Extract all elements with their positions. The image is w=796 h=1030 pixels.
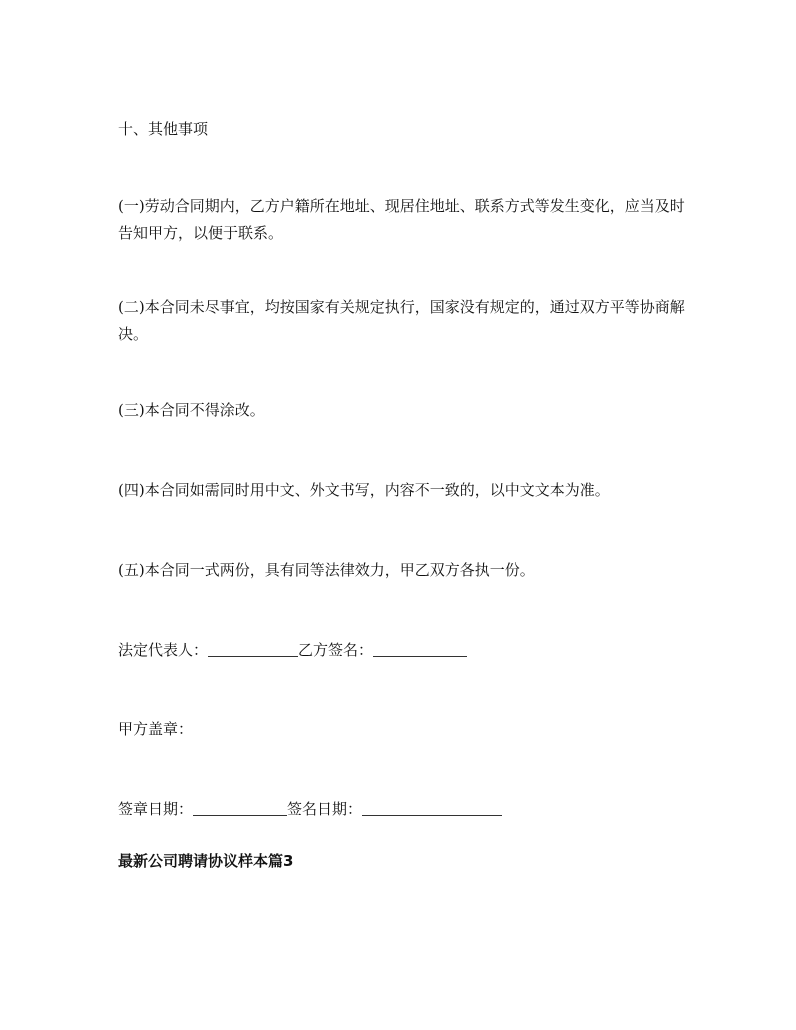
clause-paragraph-2: (二)本合同未尽事宜，均按国家有关规定执行，国家没有规定的，通过双方平等协商解决。 bbox=[118, 298, 685, 343]
legal-rep-label: 法定代表人： bbox=[118, 641, 209, 659]
sign-date-label: 签名日期： bbox=[287, 800, 363, 818]
signature-line-2 bbox=[118, 796, 698, 823]
seal-date-label: 签章日期： bbox=[118, 800, 194, 818]
section-heading: 十、其他事项 bbox=[118, 120, 209, 138]
seal-date-blank bbox=[193, 800, 287, 816]
party-a-seal-label: 甲方盖章： bbox=[118, 720, 194, 738]
clause-paragraph-3: (三)本合同不得涂改。 bbox=[118, 401, 265, 419]
signature-line-1 bbox=[118, 637, 698, 664]
clause-paragraph-5: (五)本合同一式两份，具有同等法律效力，甲乙双方各执一份。 bbox=[118, 561, 535, 579]
sign-date-blank bbox=[362, 800, 502, 816]
next-section-title: 最新公司聘请协议样本篇3 bbox=[118, 852, 294, 870]
party-b-sign-label: 乙方签名： bbox=[298, 641, 374, 659]
clause-paragraph-4: (四)本合同如需同时用中文、外文书写，内容不一致的，以中文文本为准。 bbox=[118, 481, 610, 499]
clause-paragraph-1: (一)劳动合同期内，乙方户籍所在地址、现居住地址、联系方式等发生变化，应当及时告知甲方，以便于联系。 bbox=[118, 197, 685, 242]
party-b-sign-blank bbox=[373, 641, 467, 657]
legal-rep-blank bbox=[208, 641, 298, 657]
